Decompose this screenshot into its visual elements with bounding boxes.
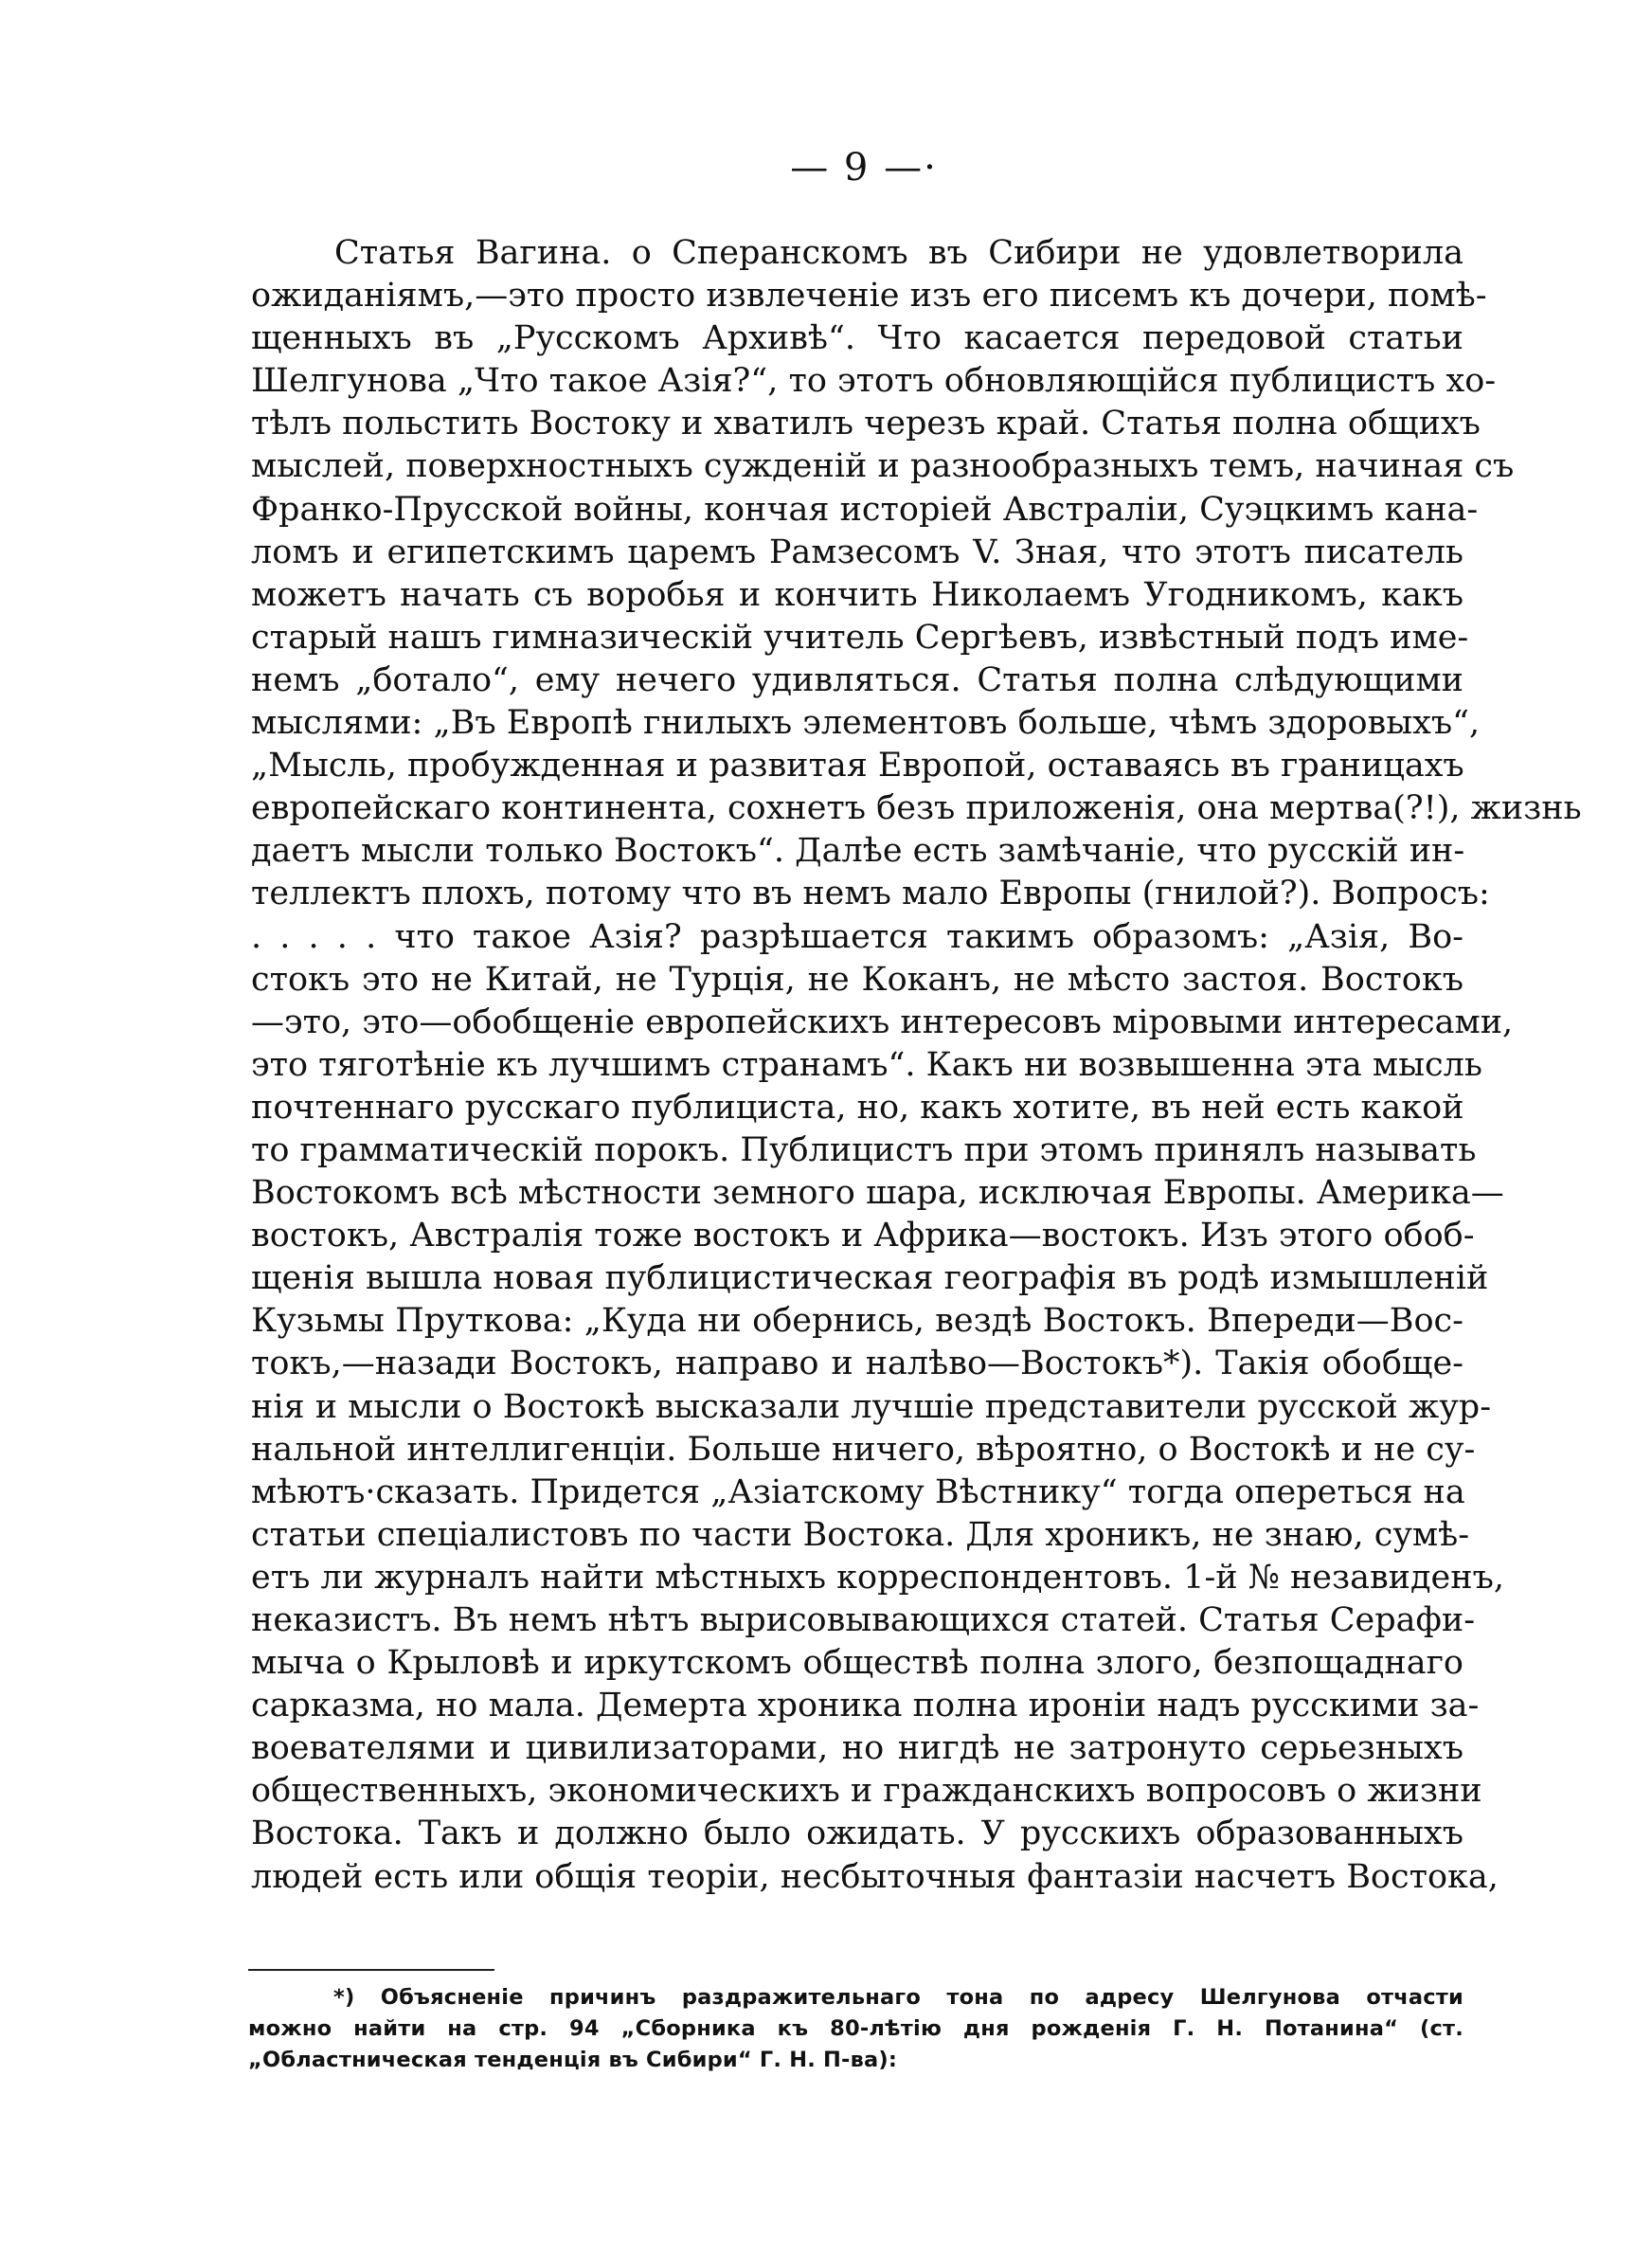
- text-line: тѣлъ польстить Востоку и хватилъ черезъ край. Статья полна общихъ: [251, 405, 1481, 443]
- text-line: . . . . . что такое Азія? разрѣшается такимъ образомъ: „Азія, Во-: [251, 917, 1463, 956]
- text-line: Шелгунова „Что такое Азія?“, то этотъ обновляющійся публицистъ хо-: [251, 362, 1497, 401]
- text-line: можетъ начать съ воробья и кончить Николаемъ Угодникомъ, какъ: [251, 575, 1463, 614]
- body-text: [251, 232, 1582, 1899]
- text-line: Статья Вагина. о Сперанскомъ въ Сибири не удовлетворила: [334, 234, 1463, 272]
- text-line: теллектъ плохъ, потому что въ немъ мало Европы (гнилой?). Вопросъ:: [251, 875, 1490, 913]
- text-line: воевателями и цивилизаторами, но нигдѣ не затронуто серьезныхъ: [251, 1729, 1463, 1768]
- text-line: щенія вышла новая публицистическая географія въ родѣ измышленій: [251, 1259, 1489, 1298]
- text-line: мыслями: „Въ Европѣ гнилыхъ элементовъ больше, чѣмъ здоровыхъ“,: [251, 704, 1481, 743]
- text-line: —это, это—обобщеніе европейскихъ интересовъ міровыми интересами,: [251, 1002, 1514, 1041]
- text-line: немъ „ботало“, ему нечего удивляться. Статья полна слѣдующими: [251, 660, 1463, 699]
- footnote-line: „Областническая тенденція въ Сибири“ Г. Н. П-ва):: [248, 2048, 898, 2072]
- text-line: токъ,—назади Востокъ, направо и налѣво—Востокъ*). Такія обобще-: [251, 1345, 1463, 1383]
- footnote-line: *) Объясненіе причинъ раздражительнаго тона по адресу Шелгунова отчасти: [333, 1985, 1463, 2010]
- text-line: мѣютъ·сказать. Придется „Азіатскому Вѣстнику“ тогда опереться на: [251, 1472, 1465, 1511]
- text-line: это тяготѣніе къ лучшимъ странамъ“. Какъ ни возвышенна эта мысль: [251, 1045, 1482, 1084]
- text-line: щенныхъ въ „Русскомъ Архивѣ“. Что касается передовой статьи: [251, 319, 1463, 358]
- text-line: Востокомъ всѣ мѣстности земного шара, исключая Европы. Америка—: [251, 1174, 1504, 1213]
- text-line: людей есть или общія теоріи, несбыточныя фантазіи насчетъ Востока,: [251, 1857, 1499, 1896]
- footnote: [248, 1982, 1463, 2076]
- text-line: европейскаго континента, сохнетъ безъ приложенія, она мертва(?!), жизнь: [251, 789, 1582, 828]
- footnote-divider: [248, 1969, 494, 1971]
- text-line: почтеннаго русскаго публициста, но, какъ хотите, въ ней есть какой: [251, 1088, 1464, 1127]
- text-line: то грамматическій порокъ. Публицистъ при этомъ принялъ называть: [251, 1130, 1477, 1169]
- footnote-line: можно найти на стр. 94 „Сборника къ 80-лѣтію дня рожденія Г. Н. Потанина“ (ст.: [248, 2016, 1463, 2041]
- page-number: [0, 144, 1652, 191]
- text-line: статьи спеціалистовъ по части Востока. Для хроникъ, не знаю, сумѣ-: [251, 1515, 1470, 1554]
- text-line: Востока. Такъ и должно было ожидать. У русскихъ образованныхъ: [251, 1815, 1463, 1853]
- text-line: нія и мысли о Востокѣ высказали лучшіе представители русской жур-: [251, 1387, 1492, 1426]
- text-line: даетъ мысли только Востокъ“. Далѣе есть замѣчаніе, что русскій ин-: [251, 832, 1465, 871]
- text-line: Франко-Прусской войны, кончая исторіей Австраліи, Суэцкимъ кана-: [251, 490, 1479, 529]
- text-line: Кузьмы Пруткова: „Куда ни обернись, вездѣ Востокъ. Впереди—Вос-: [251, 1302, 1463, 1341]
- text-line: етъ ли журналъ найти мѣстныхъ корреспондентовъ. 1-й № незавиденъ,: [251, 1558, 1504, 1597]
- text-line: ожиданіямъ,—это просто извлеченіе изъ его писемъ къ дочери, помѣ-: [251, 277, 1487, 316]
- text-line: ломъ и египетскимъ царемъ Рамзесомъ V. Зная, что этотъ писатель: [251, 533, 1463, 571]
- text-line: неказистъ. Въ немъ нѣтъ вырисовывающихся статей. Статья Серафи-: [251, 1601, 1476, 1639]
- text-line: „Мысль, пробужденная и развитая Европой, оставаясь въ границахъ: [251, 747, 1464, 785]
- text-line: старый нашъ гимназическій учитель Сергѣевъ, извѣстный подъ име-: [251, 618, 1469, 657]
- page-number-text: — 9 —·: [790, 146, 938, 190]
- text-line: общественныхъ, экономическихъ и гражданскихъ вопросовъ о жизни: [251, 1772, 1482, 1811]
- text-line: мыча о Крыловѣ и иркутскомъ обществѣ полна злого, безпощаднаго: [251, 1644, 1463, 1683]
- text-line: сарказма, но мала. Демерта хроника полна ироніи надъ русскими за-: [251, 1687, 1480, 1725]
- text-line: востокъ, Австралія тоже востокъ и Африка—востокъ. Изъ этого обоб-: [251, 1217, 1475, 1255]
- text-line: стокъ это не Китай, не Турція, не Коканъ, не мѣсто застоя. Востокъ: [251, 960, 1463, 999]
- text-line: мыслей, поверхностныхъ сужденій и разнообразныхъ темъ, начиная съ: [251, 447, 1515, 486]
- text-line: нальной интеллигенціи. Больше ничего, вѣроятно, о Востокѣ и не су-: [251, 1430, 1476, 1469]
